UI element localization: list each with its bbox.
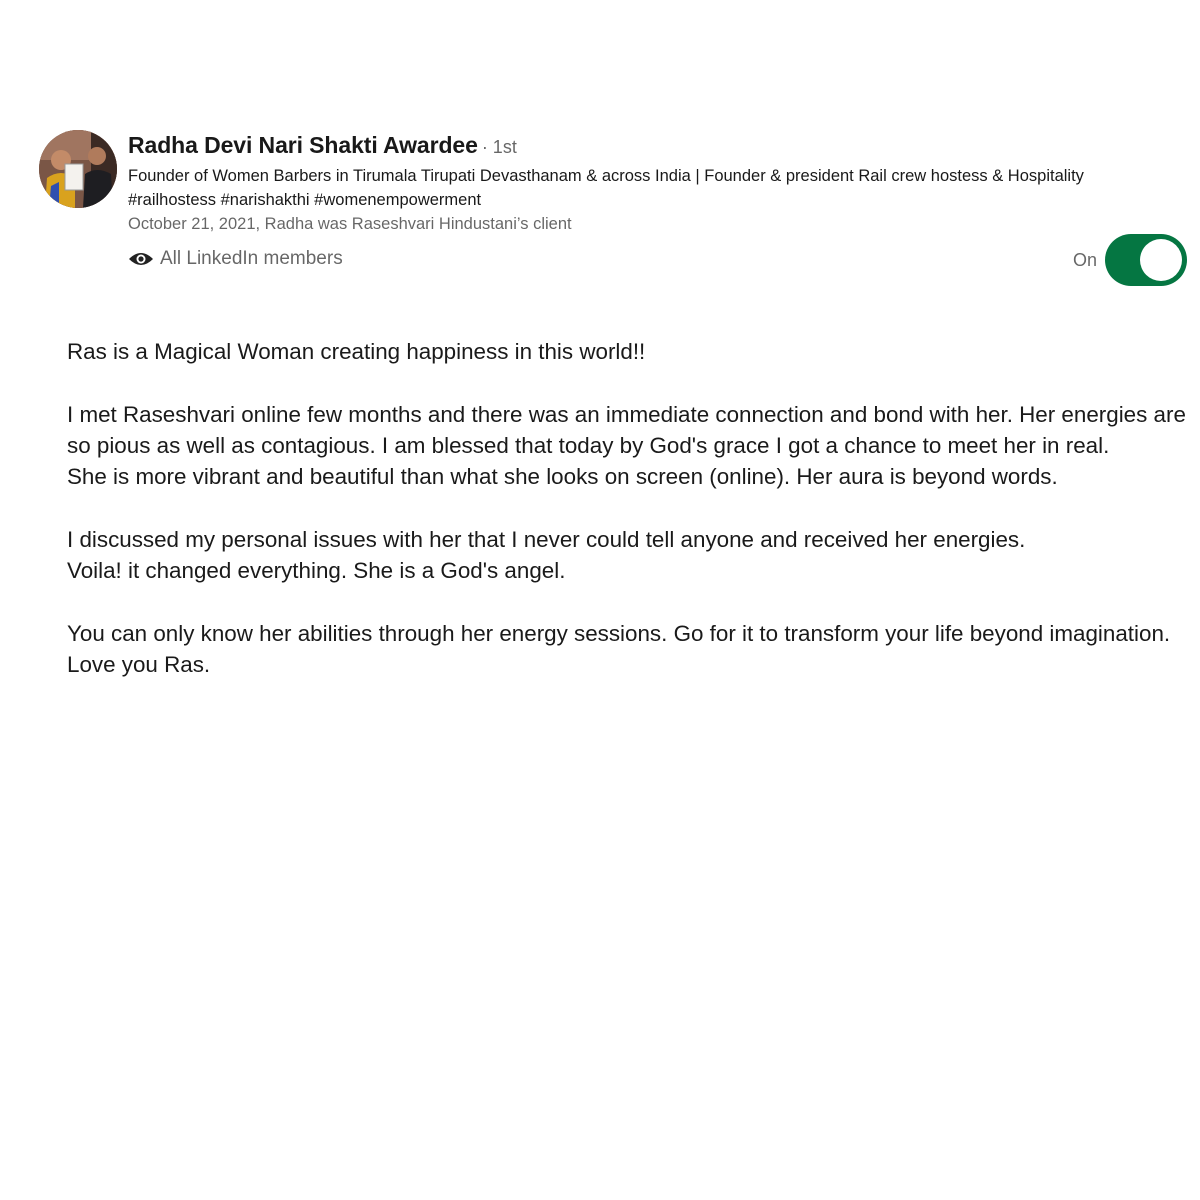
recommendation-paragraph bbox=[67, 399, 1192, 493]
recommender-headline: Founder of Women Barbers in Tirumala Tirupati Devasthanam & across India | Founder & president Rail crew hostess & Hospitality #railhostess #narishakthi #womenempowerment bbox=[128, 167, 1084, 209]
show-on-profile-toggle-group bbox=[1073, 234, 1187, 286]
recommendation-line: Voila! it changed everything. She is a God's angel. bbox=[67, 558, 566, 584]
visibility-label: All LinkedIn members bbox=[160, 248, 343, 269]
eye-icon bbox=[128, 250, 154, 268]
toggle-knob bbox=[1140, 239, 1182, 281]
recommendation-text bbox=[67, 336, 1192, 712]
recommendation-line: I met Raseshvari online few months and there was an immediate connection and bond with her. Her energies are so pious as well as contagious. I am blessed that today by God's grace I got a chance to meet her in real. bbox=[67, 401, 1186, 458]
recommendation-date-relationship: October 21, 2021, Radha was Raseshvari Hindustani’s client bbox=[128, 215, 572, 233]
avatar[interactable] bbox=[39, 130, 117, 208]
show-recommendation-toggle[interactable] bbox=[1105, 234, 1187, 286]
name-row bbox=[128, 132, 1168, 159]
recommendation-line: Ras is a Magical Woman creating happiness in this world!! bbox=[67, 339, 646, 364]
toggle-label: On bbox=[1072, 249, 1097, 270]
recommendation-line: You can only know her abilities through her energy sessions. Go for it to transform your life beyond imagination. bbox=[67, 620, 1171, 646]
recommendation-paragraph bbox=[67, 336, 1192, 367]
recommendation-paragraph bbox=[67, 618, 1192, 681]
profile-photo bbox=[39, 130, 117, 208]
recommendation-line: Love you Ras. bbox=[67, 651, 211, 677]
recommendation-line: I discussed my personal issues with her that I never could tell anyone and received her energies. bbox=[67, 526, 1026, 552]
recommendation-paragraph bbox=[67, 524, 1192, 587]
visibility-setting bbox=[128, 248, 343, 270]
recommender-name[interactable]: Radha Devi Nari Shakti Awardee bbox=[128, 132, 478, 158]
recommendation-line: She is more vibrant and beautiful than what she looks on screen (online). Her aura is beyond words. bbox=[67, 464, 1058, 490]
connection-degree: · 1st bbox=[481, 137, 517, 157]
recommender-header bbox=[128, 132, 1168, 236]
